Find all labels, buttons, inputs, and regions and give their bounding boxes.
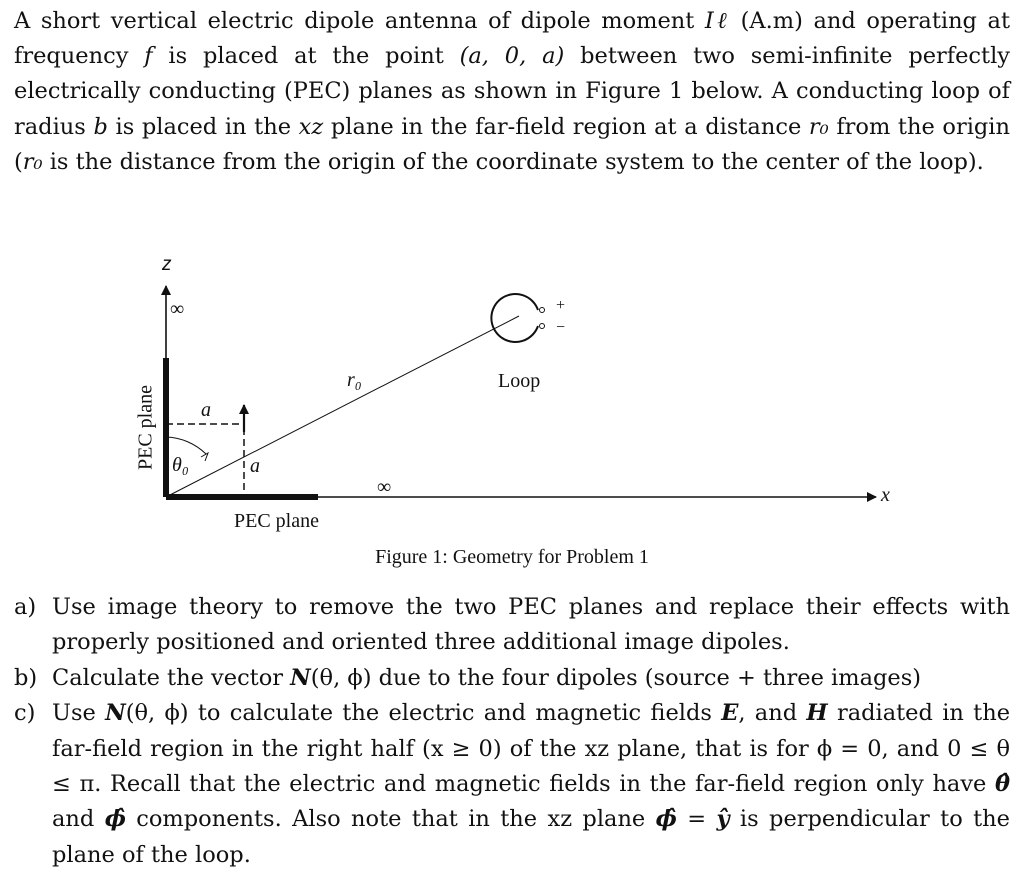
- pec-plane-horizontal-label: PEC plane: [234, 510, 319, 532]
- minus-sign: −: [556, 319, 566, 336]
- problem-statement: [14, 4, 1010, 180]
- vector-h: H: [806, 700, 828, 727]
- frequency-symbol: f: [144, 43, 153, 70]
- infinity-top: ∞: [170, 298, 185, 320]
- question-text: Use image theory to remove the two PEC planes and replace their effects with properly positioned and oriented three additional image dipoles.: [52, 594, 1010, 656]
- dipole-moment-symbol: Iℓ: [704, 8, 731, 34]
- question-b: [14, 661, 1010, 696]
- question-text: Use N(θ, ϕ) to calculate the electric and magnetic fields E, and H radiated in the far-field region in the right half (x ≥ 0) of the xz plane, that is for ϕ = 0, and 0 ≤ θ ≤ π. Recall that the electric and magnetic fields in the far-field region only have θ̂ and ϕ̂ components. Also note that in the xz plane ϕ̂ = ŷ is perpendicular to the plane of the loop.: [52, 700, 1011, 868]
- pec-plane-vertical-label: PEC plane: [134, 385, 157, 470]
- intro-text-8: is the distance from the origin of the coordinate system to the center of the loop).: [42, 148, 984, 175]
- figure-caption: Figure 1: Geometry for Problem 1: [375, 546, 649, 568]
- plane-symbol: xz: [298, 113, 324, 140]
- intro-text-4: between two semi-infinite perfectly electrically conducting (PEC) planes as shown in Figure 1 below. A conducting loop of radius: [14, 43, 1010, 140]
- theta0-arrowhead: [201, 453, 208, 461]
- x-axis-label: x: [881, 484, 890, 506]
- vector-e: E: [721, 700, 739, 727]
- question-letter: c): [14, 700, 36, 727]
- a-vertical-label: a: [250, 455, 260, 477]
- theta-hat: θ̂: [994, 771, 1010, 798]
- question-letter: a): [14, 594, 37, 620]
- intro-text-6: plane in the far-field region at a distance: [323, 113, 809, 140]
- intro-text-1: A short vertical electric dipole antenna of dipole moment: [14, 8, 705, 34]
- loop-terminal-bottom: [540, 324, 545, 329]
- question-text: Calculate the vector N(θ, ϕ) due to the four dipoles (source + three images): [52, 664, 922, 691]
- intro-text-5: is placed in the: [107, 113, 299, 140]
- infinity-right: ∞: [377, 476, 392, 498]
- a-horizontal-label: a: [201, 399, 211, 421]
- question-a: [14, 590, 1010, 661]
- phi-hat: ϕ̂: [104, 806, 126, 833]
- question-list: [14, 590, 1010, 873]
- theta0-label: θ₀: [172, 454, 189, 476]
- distance-symbol: r₀: [808, 113, 829, 140]
- intro-text-2: (A.m) and operating at frequency: [14, 8, 1011, 70]
- plus-sign: +: [556, 297, 566, 314]
- y-hat: ŷ: [716, 806, 730, 833]
- vector-n: N: [290, 664, 311, 691]
- z-axis-label: z: [162, 254, 172, 275]
- loop-radius-symbol: b: [93, 113, 108, 140]
- theta0-arc: [166, 437, 206, 454]
- intro-text-3: is placed at the point: [152, 43, 460, 70]
- figure-1: [0, 240, 1024, 585]
- question-letter: b): [14, 664, 38, 691]
- intro-text-7: from the origin (: [14, 113, 1010, 175]
- loop-terminal-top: [540, 308, 545, 313]
- phi-hat-2: ϕ̂: [655, 806, 677, 833]
- loop-label: Loop: [498, 370, 541, 392]
- r0-label: r₀: [347, 369, 362, 391]
- question-c: [14, 696, 1010, 873]
- vector-n: N: [105, 700, 126, 727]
- distance-symbol-2: r₀: [22, 148, 43, 175]
- r0-line: [166, 316, 519, 497]
- dipole-position: (a, 0, a): [459, 43, 565, 70]
